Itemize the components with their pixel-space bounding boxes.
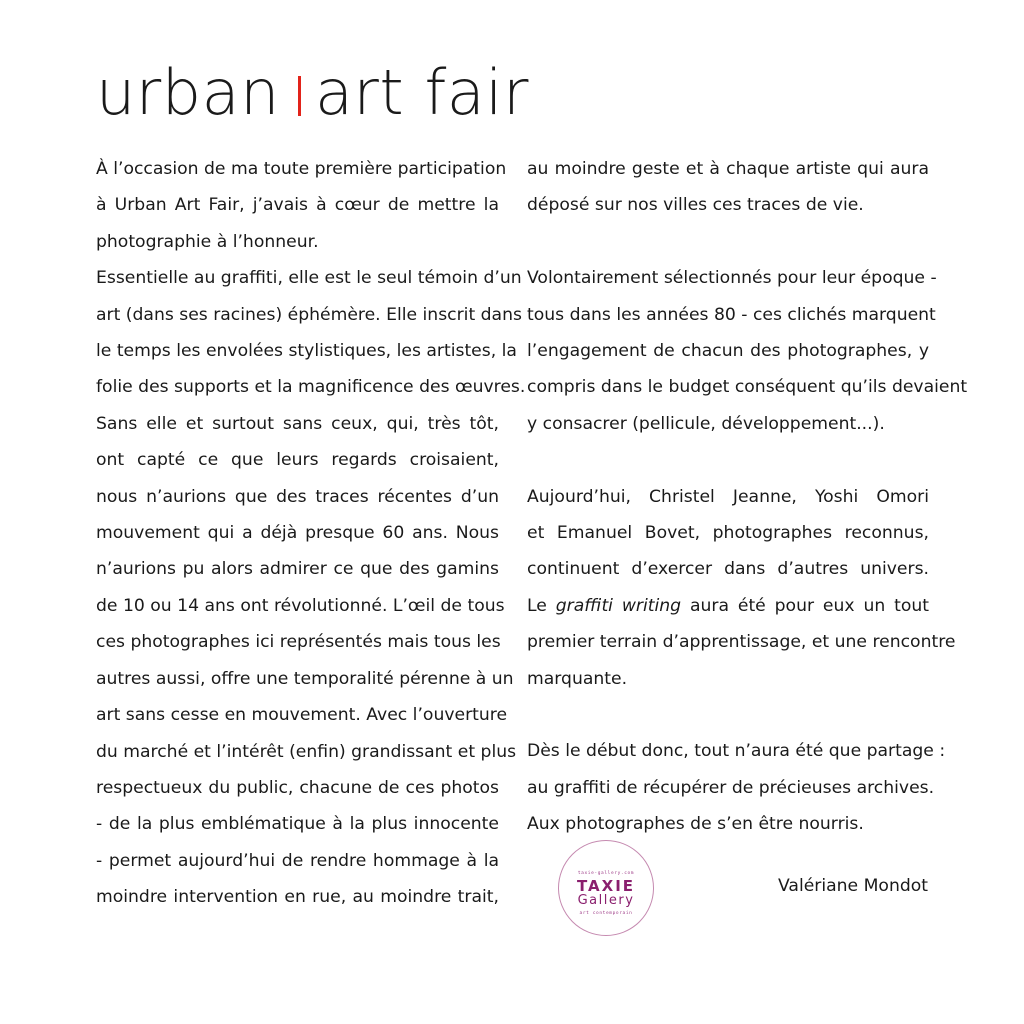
title-art-fair: art fair [314, 56, 529, 129]
text-line: le temps les envolées stylistiques, les artistes, la [96, 341, 517, 362]
text-line-with-emphasis [527, 588, 929, 624]
right-column [527, 151, 968, 843]
text-line: au moindre geste et à chaque artiste qui aura [527, 159, 929, 179]
text-line: du marché et l’intérêt (enfin) grandissant et plus [96, 741, 517, 762]
paragraph-gap [527, 697, 929, 733]
text-line: moindre intervention en rue, au moindre trait, [96, 887, 499, 908]
text-line: y consacrer (pellicule, développement...). [527, 413, 885, 434]
text-line: tous dans les années 80 - ces clichés marquent [527, 304, 936, 325]
text-line: de 10 ou 14 ans ont révolutionné. L’œil de tous [96, 595, 505, 616]
logo-sub: Gallery [577, 893, 635, 908]
text-line: À l’occasion de ma toute première participation [96, 159, 507, 179]
taxie-gallery-logo [558, 840, 654, 936]
signature: Valériane Mondot [777, 876, 928, 896]
text-line: déposé sur nos villes ces traces de vie. [527, 195, 864, 216]
text-line: autres aussi, offre une temporalité pérenne à un [96, 668, 514, 689]
text-line: art sans cesse en mouvement. Avec l’ouverture [96, 705, 508, 726]
text-line: folie des supports et la magnificence des œuvres. [96, 377, 526, 398]
text-line: ont capté ce que leurs regards croisaient, [96, 450, 499, 471]
text-line: au graffiti de récupérer de précieuses archives. [527, 777, 935, 798]
text-line: premier terrain d’apprentissage, et une rencontre [527, 632, 956, 653]
text-line: - de la plus emblématique à la plus innocente [96, 814, 499, 835]
text-line: Aux photographes de s’en être nourris. [527, 814, 864, 835]
text-line: ces photographes ici représentés mais tous les [96, 632, 501, 653]
page-title [96, 56, 529, 129]
logo-url-text: taxie-gallery.com [577, 871, 635, 876]
text-line: n’aurions pu alors admirer ce que des gamins [96, 559, 499, 580]
text-line: art (dans ses racines) éphémère. Elle inscrit dans [96, 304, 522, 325]
text-fragment: Le [527, 595, 556, 616]
paragraph-gap [527, 224, 929, 260]
left-column [96, 151, 526, 916]
text-line: continuent d’exercer dans d’autres univers. [527, 559, 929, 580]
text-fragment: aura été pour eux un tout [681, 595, 930, 616]
text-line: photographie à l’honneur. [96, 231, 319, 252]
text-line: marquante. [527, 668, 628, 689]
text-line: Volontairement sélectionnés pour leur époque - [527, 268, 937, 289]
text-line: à Urban Art Fair, j’avais à cœur de mettre la [96, 195, 499, 216]
text-line: nous n’aurions que des traces récentes d’un [96, 486, 499, 507]
logo-brand: TAXIE [576, 877, 636, 895]
text-line: et Emanuel Bovet, photographes reconnus, [527, 523, 929, 544]
title-separator [298, 76, 301, 116]
text-line: Sans elle et surtout sans ceux, qui, très tôt, [96, 413, 499, 434]
text-line: respectueux du public, chacune de ces photos [96, 777, 499, 798]
text-line: l’engagement de chacun des photographes, y [527, 341, 929, 362]
text-line: compris dans le budget conséquent qu’ils devaient [527, 377, 968, 398]
text-line: Dès le début donc, tout n’aura été que partage : [527, 741, 946, 762]
logo-tagline: art contemporain [579, 911, 633, 916]
text-line: Aujourd’hui, Christel Jeanne, Yoshi Omori [527, 486, 929, 507]
paragraph-gap [527, 442, 929, 478]
emphasis-graffiti-writing: graffiti writing [555, 595, 682, 616]
text-line: - permet aujourd’hui de rendre hommage à la [96, 850, 499, 871]
text-line: mouvement qui a déjà presque 60 ans. Nous [96, 523, 499, 544]
title-urban: urban [96, 56, 280, 129]
text-line: Essentielle au graffiti, elle est le seul témoin d’un [96, 268, 522, 289]
